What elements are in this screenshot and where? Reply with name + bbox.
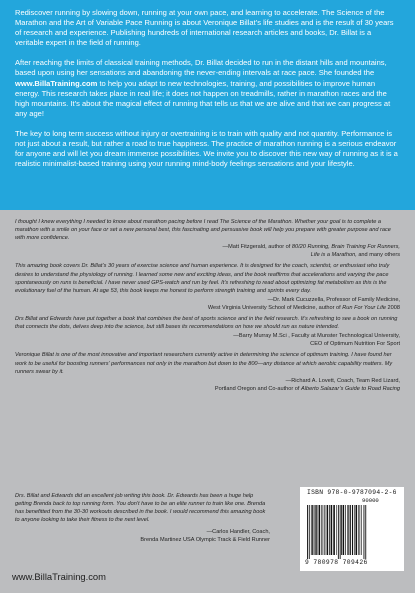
- review-attribution: [15, 243, 400, 259]
- review-lovett: [15, 351, 400, 392]
- attribution-line-2: Brenda Martinez USA Olympic Track & Field Runner: [140, 537, 270, 544]
- review-attribution: [15, 296, 400, 312]
- review-attribution: [15, 528, 270, 544]
- attribution-line-1: —Dr. Mark Cucuzzella, Professor of Family Medicine,: [267, 296, 400, 303]
- paragraph-2-start: After reaching the limits of classical training methods, Dr. Billat decided to run in the distant hills and mountains, based upon using her sensations and abandoning the never-ending intervals at race pace. She founded the: [15, 58, 387, 78]
- description-paragraph-1: Rediscover running by slowing down, running at your own pace, and learning to accelerate. The Science of the Marathon and the Art of Variable Pace Running is about Veronique Billat’s life studies and is the result of 30 years of research and experience. Publishing hundreds of international research articles and books, Dr. Billat is a veritable expert in the field of running.: [15, 8, 394, 48]
- review-quote: Drs Billat and Edwards have put together a book that combines the best of sports science and in the field research. It’s refreshing to see a book on running that connects the dots, delves deep into the science, but still bases its recommendations on how we should run as nature intended.: [15, 316, 398, 331]
- description-panel: [0, 0, 415, 210]
- description-paragraph-2: [15, 58, 400, 119]
- isbn-barcode: [300, 487, 404, 571]
- reviews-section: [0, 218, 415, 396]
- website-inline: www.BillaTraining.com: [15, 78, 98, 88]
- review-cucuzzella: [15, 262, 400, 312]
- attribution-line-2: CEO of Optimum Nutrition For Sport: [310, 341, 400, 348]
- barcode-number: 9 780978 709426: [305, 559, 368, 566]
- review-quote: This amazing book covers Dr. Billat’s 30 years of exercise science and human experience. It is designed for the coach, scientist, or enthusiast who truly desires to understand the physiology of running. I learned some new and exciting ideas, and the book reaffirms that accelerations and varying the pace spontaneously on runs is beneficial. I have never used GPS-watch and run by feel. It’s refreshing to read about optimizing fat metabolism as this is the evolutionary fuel of the human. At age 53, this book keeps me honest to perform strength training and sprints every day.: [15, 263, 390, 294]
- attribution-title: Alberto Salazar’s Guide to Road Racing: [301, 385, 400, 392]
- price-addon-code: 90000: [362, 497, 379, 504]
- review-handler: [15, 492, 270, 545]
- attribution-line-2: West Virginia University School of Medicine, author of: [207, 304, 343, 311]
- review-quote: I thought I knew everything I needed to know about marathon pacing before I read The Science of the Marathon. Whether your goal is to complete a marathon with a smile on your face or set a new personal best, this fascinating and persuasive book will help you prepare with greater purpose and race with more confidence.: [15, 219, 391, 242]
- review-quote: Drs. Billat and Edwards did an excellent job writing this book. Dr. Edwards has been a huge help getting Brenda back to top running form. You don’t have to be an elite runner to train like one. Brenda has benefitted from the 30-30 workouts described in the book. I would recommend this amazing book to anyone looking to take their fitness to the next level.: [15, 493, 266, 524]
- review-fitzgerald: [15, 218, 400, 259]
- attribution-title: Life is a Marathon,: [310, 252, 357, 259]
- description-paragraph-3: The key to long term success without injury or overtraining is to train with quality and not quantity. Performance is not just about a result, but rather a road to true happiness. The practice of marathon running is a serious endeavor for anyone and will let you dream immense possibilities. We invite you to discover this new way of running as it is a realistic minimalist-based training using your running mind-body feelings sensations and your lifestyle.: [15, 128, 398, 169]
- review-attribution: [15, 332, 400, 348]
- attribution-line-1: —Barry Murray M.Sci , Faculty at Munster Technological University,: [233, 333, 400, 340]
- attribution-line-1: —Richard A. Lovett, Coach, Team Red Lizard,: [285, 377, 400, 384]
- paragraph-2-end: to help you adapt to new technologies, training, and possibilities to improve human energy. This research takes place in real life; it does not happen on treadmills, rather in marathon races and the high mountains. It’s about the magical effect of running that tells us that we are alive and that we can progress at any age!: [15, 78, 391, 118]
- attribution-line-1: —Matt Fitzgerald, author of: [222, 244, 292, 251]
- review-murray: [15, 315, 400, 348]
- attribution-line-2: Portland Oregon and Co-author of: [214, 385, 302, 392]
- review-quote: Veronique Billat is one of the most innovative and important researchers currently active in determining the science of optimum training. I have found her work to be useful for boosting runners’ performances not only in the marathon but down to the 800—any distance at which aerobic capability matters. My runners swear by it.: [15, 352, 393, 375]
- attribution-year: 2008: [386, 304, 400, 311]
- attribution-titles: 80/20 Running, Brain Training For Runners,: [291, 244, 400, 251]
- attribution-title: Run For Your Life: [342, 304, 386, 311]
- attribution-line-1: —Carlos Handler, Coach,: [206, 529, 270, 536]
- attribution-line-2: and many others: [356, 252, 400, 259]
- barcode-bars: [305, 505, 401, 559]
- isbn-label: ISBN 978-0-9787094-2-6: [307, 489, 397, 496]
- review-attribution: [15, 377, 400, 393]
- website-url: www.BillaTraining.com: [12, 571, 106, 582]
